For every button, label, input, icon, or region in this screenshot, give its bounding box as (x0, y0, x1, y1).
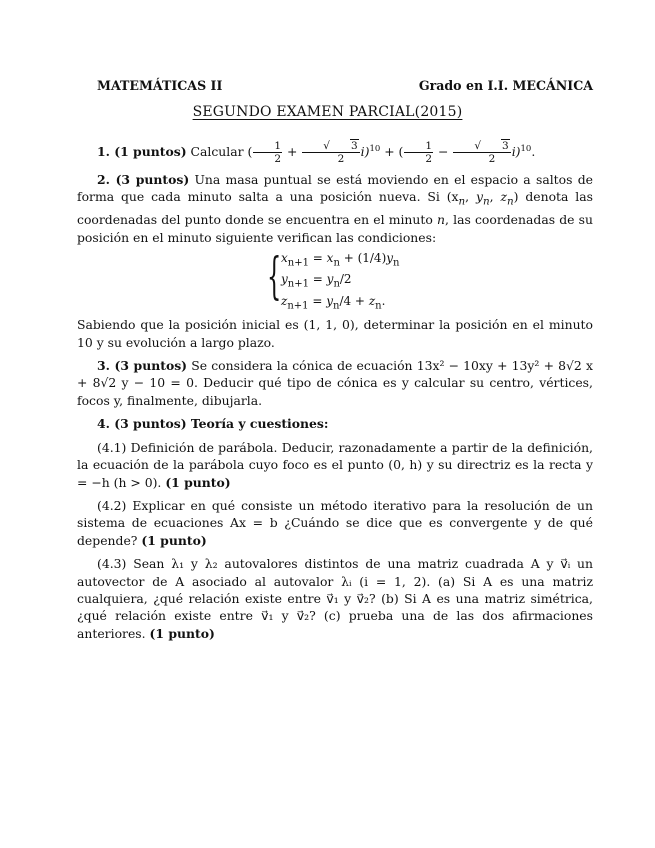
question-2-after: Sabiendo que la posición inicial es (1, 1, 0), determinar la posición en el minuto 10 y su evolución a largo plazo. (77, 317, 593, 350)
question-4-heading: 4. (3 puntos) Teoría y cuestiones: (97, 416, 329, 432)
exam-title: SEGUNDO EXAMEN PARCIAL(2015) (192, 104, 463, 120)
question-4-2: (4.2) Explicar en qué consiste un método iterativo para la resolución de un sistema de ecuaciones Ax = b ¿Cuándo se dice que es convergente y de qué depende? (1 punto) (77, 497, 593, 548)
question-2: 2. (3 puntos) Una masa puntual se está moviendo en el espacio a saltos de forma que cada minuto salta a una posición nueva. Si ($x_n$, $y_n$, $z_n$) denota las coordenadas del punto donde se encuentra en el minuto n, las coordenadas de su posición en el minuto siguiente verifican las condiciones: (77, 172, 593, 245)
degree-name: Grado en I.I. MECÁNICA (418, 78, 593, 93)
question-4-3: (4.3) Sean λ₁ y λ₂ autovalores distintos de una matriz cuadrada A y v⃗ᵢ un autovector de A asociado al autovalor λᵢ (i = 1, 2). (a) Si A es una matriz cualquiera, ¿qué relación existe entre v⃗₁ y v⃗₂? (b) Si A es una matriz simétrica, ¿qué relación existe entre v⃗₁ y v⃗₂? (c) prueba una de las dos afirmaciones anteriores. (1 punto) (77, 556, 593, 641)
eq-1: $x_{n+1} = x_n + (1/4)y_n$ (281, 251, 400, 269)
question-3: 3. (3 puntos) Se considera la cónica de ecuación 13x² − 10xy + 13y² + 8√2 x + 8√2 y − 10 = 0. Deducir qué tipo de cónica es y calcular su centro, vértices, focos y, finalmente, dibujarla. (77, 358, 593, 408)
exam-body (77, 140, 593, 648)
header (97, 78, 593, 93)
question-4-1: (4.1) Definición de parábola. Deducir, razonadamente a partir de la definición, la ecuación de la parábola cuyo foco es el punto (0, h) y su directriz es la recta y = −h (h > 0). (1 punto) (77, 439, 593, 490)
equation-system: { $x_{n+1} = x_n + (1/4)y_n$ $y_{n+1} = y_n/2$ $z_{n+1} = y_n/4 + z_n$. (267, 250, 593, 314)
question-1: 1. (1 puntos) Calcular ( $\frac{1}{2}$ + $\frac{√ 3}{2}$ i)$^{10}$ + ( $\frac{1}{2}$ − $\frac{√ 3}{2}$ i)$^{10}$. (97, 140, 536, 165)
course-name: MATEMÁTICAS II (97, 78, 223, 93)
eq-3: $z_{n+1} = y_n/4 + z_n$. (281, 293, 386, 312)
eq-2: $y_{n+1} = y_n/2$ (281, 272, 352, 290)
